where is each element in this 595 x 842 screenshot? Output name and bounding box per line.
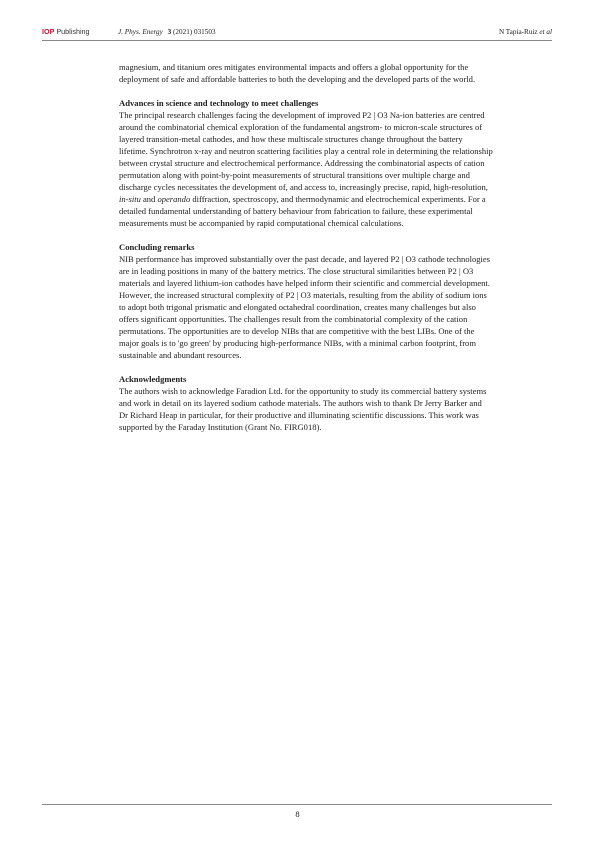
text-line: major goals is to 'go green' by producing high-performance NIBs, with a minimal carbon footprint, from — [119, 338, 476, 348]
publisher-logo-iop: IOP — [42, 27, 55, 36]
text-line: However, the increased structural complexity of P2 | O3 materials, resulting from the ability of sodium ions — [119, 290, 487, 300]
header-divider — [42, 40, 552, 41]
text-line: measurements must be accompanied by rapid computational chemical calculations. — [119, 218, 404, 228]
text-line: permutations. The opportunities are to develop NIBs that are competitive with the best LIBs. One of the — [119, 326, 475, 336]
text-line: lifetime. Synchrotron x-ray and neutron scattering facilities play a central role in determining the relationship — [119, 146, 493, 156]
text-line: materials and layered lithium-ion cathodes have helped inform their scientific and commercial development. — [119, 278, 490, 288]
italic-term-operando: operando — [157, 194, 191, 204]
journal-volume: 3 — [167, 28, 172, 36]
text-line: NIB performance has improved substantially over the past decade, and layered P2 | O3 cathode technologies — [119, 254, 491, 264]
publisher-logo-text: Publishing — [56, 27, 90, 36]
concluding-paragraph — [119, 253, 554, 361]
text-line: and work in detail on its layered sodium cathode materials. The authors wish to thank Dr Jerry Barker and — [119, 398, 482, 408]
text-line: discharge cycles necessitates the development of, and access to, increasingly precise, rapid, high-resolution, — [119, 182, 488, 192]
footer-divider — [42, 804, 552, 805]
text-fragment: diffraction, spectroscopy, and thermodynamic and electrochemical experiments. For a — [190, 194, 486, 204]
paragraph-spacer — [119, 229, 554, 241]
text-line-italic-mix — [119, 193, 554, 205]
header-author-main: N Tapia-Ruiz — [498, 28, 538, 36]
journal-citation — [118, 27, 216, 37]
italic-term-in-situ: in-situ — [119, 194, 141, 204]
section-heading-concluding: Concluding remarks — [119, 242, 195, 252]
text-line: to adopt both trigonal prismatic and elongated octahedral coordination, creates many challenges but also — [119, 302, 476, 312]
intro-paragraph — [119, 61, 554, 85]
text-line: The authors wish to acknowledge Faradion Ltd. for the opportunity to study its commercial battery systems — [119, 386, 487, 396]
header-author-etal: et al — [539, 28, 552, 36]
section-heading-acknowledgments: Acknowledgments — [119, 374, 187, 384]
text-line: deployment of safe and affordable batteries to both the developing and the developed parts of the world. — [119, 74, 476, 84]
section-heading-advances: Advances in science and technology to meet challenges — [119, 98, 319, 108]
running-header — [42, 27, 552, 39]
paragraph-spacer — [119, 85, 554, 97]
text-fragment: and — [140, 194, 158, 204]
text-line: supported by the Faraday Institution (Grant No. FIRG018). — [119, 422, 322, 432]
acknowledgments-paragraph — [119, 385, 554, 433]
text-line: detailed fundamental understanding of battery behaviour from fabrication to failure, these experimental — [119, 206, 473, 216]
text-line: The principal research challenges facing the development of improved P2 | O3 Na-ion batteries are centred — [119, 110, 485, 120]
page-number: 8 — [295, 809, 300, 819]
text-line: Dr Richard Heap in particular, for their productive and illuminating scientific discussions. This work was — [119, 410, 479, 420]
text-line: sustainable and abundant resources. — [119, 350, 242, 360]
header-authors — [499, 27, 552, 37]
advances-paragraph — [119, 109, 554, 229]
paragraph-spacer — [119, 361, 554, 373]
text-line: layered transition-metal cathodes, and how these multiscale structures change throughout the battery — [119, 134, 463, 144]
journal-name: J. Phys. Energy — [118, 28, 163, 36]
text-line: between crystal structure and electrochemical performance. Addressing the combinatorial aspects of cation — [119, 158, 485, 168]
text-line: permutation along with point-by-point measurements of structural transitions over multiple charge and — [119, 170, 470, 180]
text-line: offers significant opportunities. The challenges result from the combinatorial complexity of the cation — [119, 314, 468, 324]
publisher-logo — [42, 27, 90, 37]
text-line: are in leading positions in many of the battery metrics. The close structural similarities between P2 | O3 — [119, 266, 474, 276]
journal-year-article: (2021) 031503 — [173, 28, 216, 36]
text-line: magnesium, and titanium ores mitigates environmental impacts and offers a global opportunity for the — [119, 62, 469, 72]
article-body — [119, 61, 554, 433]
text-line: around the combinatorial chemical exploration of the fundamental angstrom- to micron-scale structures of — [119, 122, 483, 132]
